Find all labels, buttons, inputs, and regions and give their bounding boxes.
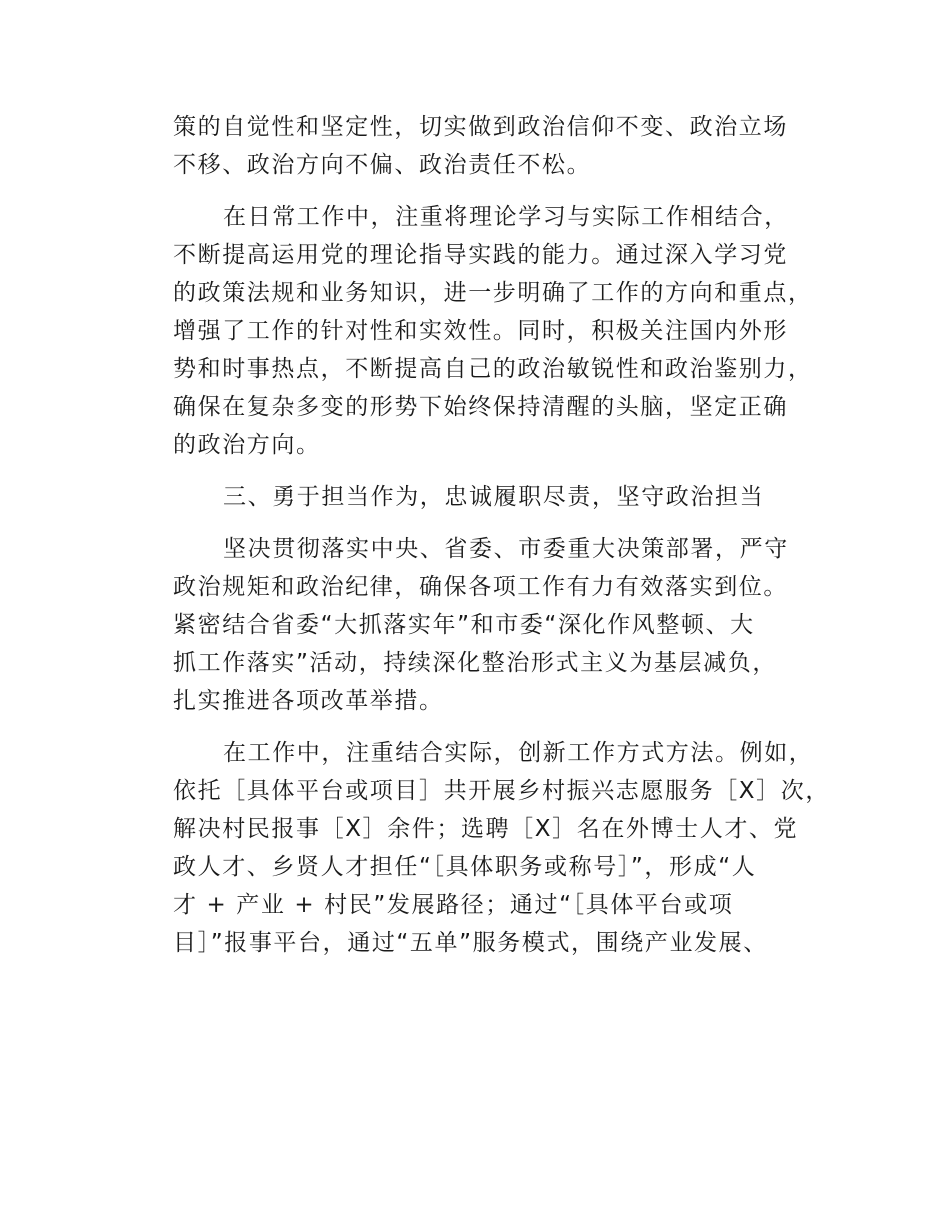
text-line: 的政治方向。	[173, 432, 321, 458]
text-line: 紧密结合省委“大抓落实年”和市委“深化作风整顿、大	[173, 612, 755, 638]
text-line: 不断提高运用党的理论指导实践的能力。通过深入学习党	[173, 242, 788, 268]
section-heading	[173, 478, 833, 516]
text-line: 在工作中，注重结合实际，创新工作方式方法。例如，	[223, 740, 814, 766]
text-line: 扎实推进各项改革举措。	[173, 688, 444, 714]
heading-line: 三、勇于担当作为，忠诚履职尽责，坚守政治担当	[223, 484, 765, 510]
text-line: 势和时事热点，不断提高自己的政治敏锐性和政治鉴别力，	[173, 356, 813, 382]
text-line: 策的自觉性和坚定性，切实做到政治信仰不变、政治立场	[173, 114, 788, 140]
paragraph	[173, 108, 833, 184]
document-body	[173, 108, 833, 962]
text-line: 目］”报事平台，通过“五单”服务模式，围绕产业发展、	[173, 930, 768, 956]
text-line: 才 + 产业 + 村民”发展路径；通过“［具体平台或项	[173, 892, 734, 918]
text-line: 坚决贯彻落实中央、省委、市委重大决策部署，严守	[223, 536, 789, 562]
text-line: 在日常工作中，注重将理论学习与实际工作相结合，	[223, 204, 789, 230]
text-line: 的政策法规和业务知识，进一步明确了工作的方向和重点，	[173, 280, 813, 306]
text-line: 增强了工作的针对性和实效性。同时，积极关注国内外形	[173, 318, 788, 344]
text-line: 政治规矩和政治纪律，确保各项工作有力有效落实到位。	[173, 574, 788, 600]
text-line: 不移、政治方向不偏、政治责任不松。	[173, 152, 592, 178]
paragraph	[173, 198, 833, 464]
text-line: 解决村民报事［X］余件；选聘［X］名在外博士人才、党	[173, 816, 799, 842]
text-line: 确保在复杂多变的形势下始终保持清醒的头脑，坚定正确	[173, 394, 788, 420]
paragraph	[173, 530, 833, 720]
text-line: 政人才、乡贤人才担任“［具体职务或称号］”，形成“人	[173, 854, 757, 880]
text-line: 依托［具体平台或项目］共开展乡村振兴志愿服务［X］次，	[173, 778, 830, 804]
text-line: 抓工作落实”活动，持续深化整治形式主义为基层减负，	[173, 650, 777, 676]
paragraph	[173, 734, 833, 962]
